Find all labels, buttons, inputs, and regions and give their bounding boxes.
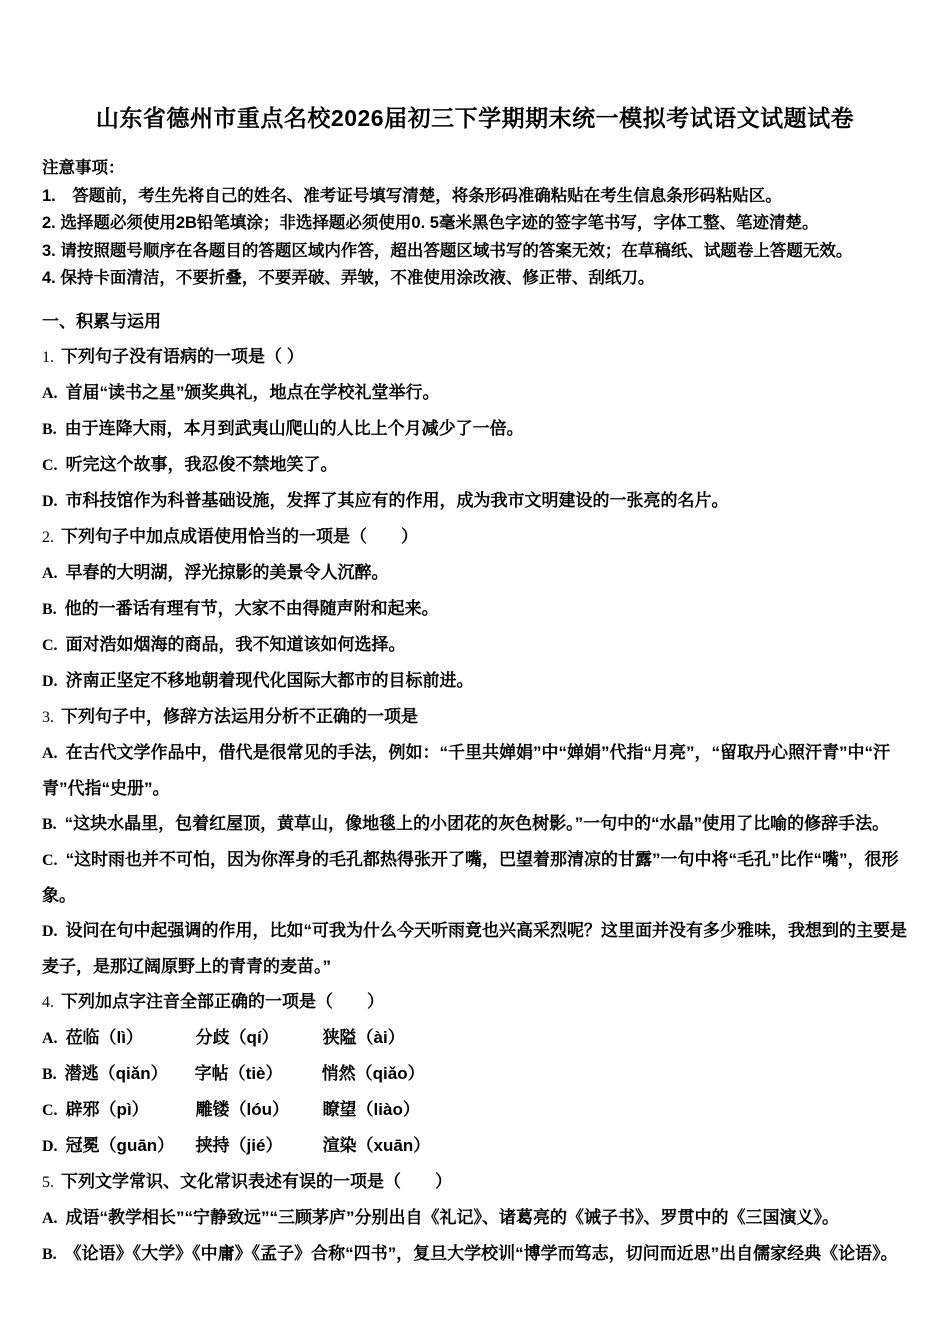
pinyin-term: 辟邪（pì） bbox=[65, 1099, 149, 1119]
page-title: 山东省德州市重点名校2026届初三下学期期末统一模拟考试语文试题试卷 bbox=[95, 105, 855, 131]
pinyin-term: 莅临（lì） bbox=[65, 1027, 144, 1047]
option-text: 由于连降大雨，本月到武夷山爬山的人比上个月减少了一倍。 bbox=[64, 418, 524, 438]
question-stem: 下列句子中加点成语使用恰当的一项是（ ） bbox=[61, 526, 418, 546]
question-2-option-c bbox=[42, 627, 908, 663]
question-5-option-b bbox=[42, 1236, 908, 1272]
option-text: 早春的大明湖，浮光掠影的美景令人沉醉。 bbox=[65, 562, 389, 582]
notice-section bbox=[42, 155, 908, 293]
option-text: 成语“教学相长”“宁静致远”“三顾茅庐”分别出自《礼记》、诸葛亮的《诫子书》、罗贯中的《三国演义》。 bbox=[65, 1207, 840, 1227]
pinyin-term: 挟持（jié） bbox=[195, 1135, 283, 1155]
option-text: “这块水晶里，包着红屋顶，黄草山，像地毯上的小团花的灰色树影。”一句中的“水晶”使用了比喻的修辞手法。 bbox=[64, 813, 890, 833]
question-stem: 下列文学常识、文化常识表述有误的一项是（ ） bbox=[61, 1171, 452, 1191]
option-text: 《论语》《大学》《中庸》《孟子》合称“四书”，复旦大学校训“博学而笃志，切问而近思”出自儒家经典《论语》。 bbox=[64, 1243, 898, 1263]
option-label: C. bbox=[42, 456, 58, 474]
question-number: 3. bbox=[42, 708, 54, 726]
question-1-option-a bbox=[42, 375, 908, 411]
question-5 bbox=[42, 1164, 908, 1272]
pinyin-term: 潜逃（qiǎn） bbox=[64, 1063, 168, 1083]
notice-item-4: 4. 保持卡面清洁，不要折叠，不要弄破、弄皱，不准使用涂改液、修正带、刮纸刀。 bbox=[42, 269, 655, 287]
option-label: C. bbox=[42, 636, 58, 654]
option-text: 市科技馆作为科普基础设施，发挥了其应有的作用，成为我市文明建设的一张亮的名片。 bbox=[65, 490, 729, 510]
option-label: B. bbox=[42, 1245, 57, 1263]
pinyin-term: 分歧（qí） bbox=[195, 1027, 279, 1047]
notice-heading: 注意事项： bbox=[42, 159, 125, 177]
question-1-option-d bbox=[42, 483, 908, 519]
question-4-stem-line bbox=[42, 984, 908, 1020]
question-4-option-d bbox=[42, 1128, 908, 1164]
option-text: 他的一番话有理有节，大家不由得随声附和起来。 bbox=[64, 598, 439, 618]
pinyin-term: 冠冕（guān） bbox=[65, 1135, 175, 1155]
option-label: A. bbox=[42, 744, 58, 762]
pinyin-term: 瞭望（liào） bbox=[322, 1099, 420, 1119]
option-label: B. bbox=[42, 815, 57, 833]
pinyin-term: 雕镂（lóu） bbox=[195, 1099, 290, 1119]
option-label: D. bbox=[42, 1137, 58, 1155]
pinyin-term: 狭隘（ài） bbox=[322, 1027, 405, 1047]
question-5-stem-line bbox=[42, 1164, 908, 1200]
question-stem: 下列加点字注音全部正确的一项是（ ） bbox=[61, 991, 384, 1011]
question-2 bbox=[42, 519, 908, 699]
option-label: A. bbox=[42, 1209, 58, 1227]
question-3-option-b bbox=[42, 806, 908, 842]
question-2-option-a bbox=[42, 555, 908, 591]
notice-item-3: 3. 请按照题号顺序在各题目的答题区域内作答，超出答题区域书写的答案无效；在草稿纸、试题卷上答题无效。 bbox=[42, 241, 853, 260]
question-1 bbox=[42, 339, 908, 519]
notice-item-1: 1. 答题前，考生先将自己的姓名、准考证号填写清楚，将条形码准确粘贴在考生信息条形码粘贴区。 bbox=[42, 186, 782, 205]
question-stem: 下列句子中，修辞方法运用分析不正确的一项是 bbox=[61, 706, 418, 726]
option-label: D. bbox=[42, 672, 58, 690]
question-3-stem-line bbox=[42, 699, 908, 735]
option-label: B. bbox=[42, 420, 57, 438]
question-1-stem-line bbox=[42, 339, 908, 375]
option-label: B. bbox=[42, 1065, 57, 1083]
question-number: 4. bbox=[42, 993, 54, 1011]
question-number: 2. bbox=[42, 528, 54, 546]
question-1-option-b bbox=[42, 411, 908, 447]
question-5-option-a bbox=[42, 1200, 908, 1236]
question-number: 5. bbox=[42, 1173, 54, 1191]
question-number: 1. bbox=[42, 348, 54, 366]
option-label: C. bbox=[42, 1101, 58, 1119]
option-label: A. bbox=[42, 384, 58, 402]
question-2-option-d bbox=[42, 663, 908, 699]
question-3 bbox=[42, 699, 908, 984]
question-4-option-c bbox=[42, 1092, 908, 1128]
pinyin-term: 字帖（tiè） bbox=[194, 1063, 283, 1083]
option-label: A. bbox=[42, 564, 58, 582]
questions-area bbox=[42, 304, 908, 1272]
option-text: 在古代文学作品中，借代是很常见的手法，例如：“千里共婵娟”中“婵娟”代指“月亮”，“留取丹心照汗青”中“汗青”代指“史册”。 bbox=[42, 742, 891, 798]
option-text: “这时雨也并不可怕，因为你浑身的毛孔都热得张开了嘴，巴望着那清凉的甘露”一句中将“毛孔”比作“嘴”，很形象。 bbox=[42, 849, 899, 905]
notice-item-2: 2. 选择题必须使用2B铅笔填涂；非选择题必须使用0. 5毫米黑色字迹的签字笔书写，字体工整、笔迹清楚。 bbox=[42, 214, 819, 232]
option-text: 济南正坚定不移地朝着现代化国际大都市的目标前进。 bbox=[65, 670, 474, 690]
option-label: A. bbox=[42, 1029, 58, 1047]
question-2-stem-line bbox=[42, 519, 908, 555]
option-label: D. bbox=[42, 922, 58, 940]
question-4-option-a bbox=[42, 1020, 908, 1056]
section-heading: 一、积累与运用 bbox=[42, 311, 161, 331]
question-4-option-b bbox=[42, 1056, 908, 1092]
question-1-option-c bbox=[42, 447, 908, 483]
question-2-option-b bbox=[42, 591, 908, 627]
option-text: 首届“读书之星”颁奖典礼，地点在学校礼堂举行。 bbox=[65, 382, 440, 402]
option-label: D. bbox=[42, 492, 58, 510]
option-text: 设问在句中起强调的作用，比如“可我为什么今天听雨竟也兴高采烈呢？这里面并没有多少雅味，我想到的主要是麦子，是那辽阔原野上的青青的麦苗。” bbox=[42, 920, 908, 976]
option-label: B. bbox=[42, 600, 57, 618]
question-stem: 下列句子没有语病的一项是（ ） bbox=[61, 346, 304, 366]
pinyin-term: 渲染（xuān） bbox=[322, 1135, 431, 1155]
option-text: 听完这个故事，我忍俊不禁地笑了。 bbox=[65, 454, 338, 474]
question-3-option-a bbox=[42, 735, 908, 806]
question-4 bbox=[42, 984, 908, 1164]
option-label: C. bbox=[42, 851, 58, 869]
question-3-option-c bbox=[42, 842, 908, 913]
option-text: 面对浩如烟海的商品，我不知道该如何选择。 bbox=[65, 634, 406, 654]
question-3-option-d bbox=[42, 913, 908, 984]
pinyin-term: 悄然（qiǎo） bbox=[321, 1063, 425, 1083]
